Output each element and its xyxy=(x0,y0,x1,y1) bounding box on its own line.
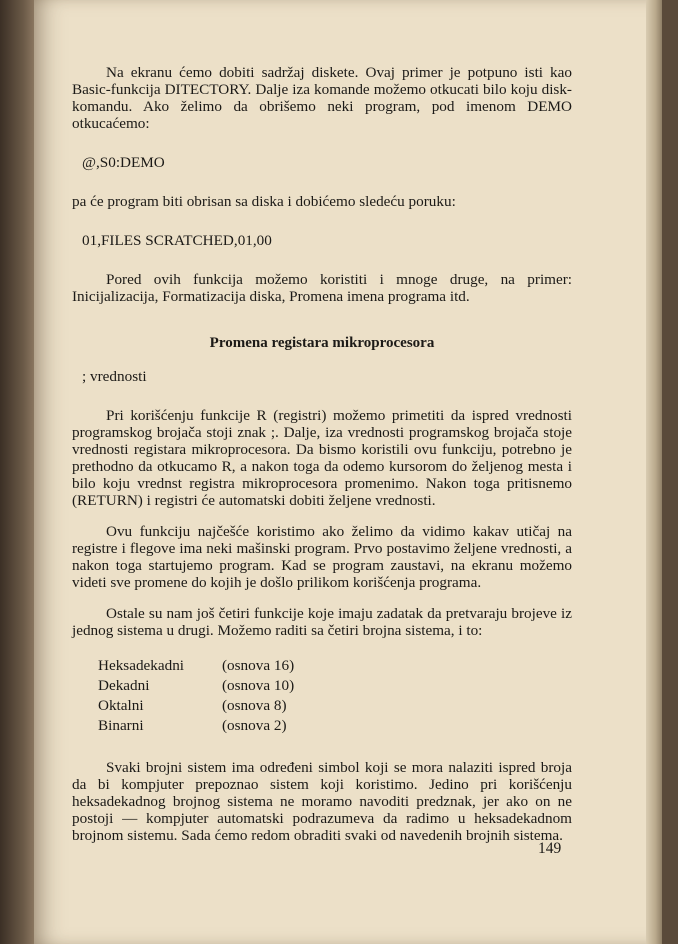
table-row xyxy=(98,657,294,677)
paragraph-registers: Pri korišćenju funkcije R (registri) možemo primetiti da ispred vrednosti programskog brojača stoji znak ;. Dalje, iza vrednosti programskog brojača stoje vrednosti registara mikroprocesora. Da bismo koristili ovu funkciju, potrebno je prethodno da otkucamo R, a nakon toga da odemo kursorom do željenog mesta i bilo koju vrednst registra mikroprocesora promenimo. Nakon toga pritisnemo (RETURN) i registri će automatski dobiti željene vrednosti. xyxy=(72,407,572,509)
paragraph-directory: Na ekranu ćemo dobiti sadržaj diskete. Ovaj primer je potpuno isti kao Basic-funkcija DITECTORY. Dalje iza komande možemo otkucati bilo koju disk-komandu. Ako želimo da obrišemo neki program, pod imenom DEMO otkucaćemo: xyxy=(72,64,572,132)
section-subheading: ; vrednosti xyxy=(82,368,147,385)
section-heading: Promena registara mikroprocesora xyxy=(209,335,435,351)
system-base: (osnova 8) xyxy=(222,697,287,714)
paragraph-flags: Ovu funkciju najčešće koristimo ako želimo da vidimo kakav utičaj na registre i flegove ima neki mašinski program. Prvo postavimo željene vrednosti, a nakon toga startujemo program. Kad se program zaustavi, na ekranu možemo videti sve promene do kojih je došlo prilikom korišćenja programa. xyxy=(72,523,572,591)
system-name: Dekadni xyxy=(98,677,150,694)
paragraph-deleted: pa će program biti obrisan sa diska i dobićemo sledeću poruku: xyxy=(72,193,456,210)
system-base: (osnova 16) xyxy=(222,657,295,674)
paragraph-symbols: Svaki brojni sistem ima određeni simbol koji se mora nalaziti ispred broja da bi kompjuter prepoznao sistem koji koristimo. Jedino pri korišćenju heksadekadnog brojnog sistema ne moramo navoditi predznak, jer ako on ne postoji — kompjuter automatski podrazumeva da radimo u heksadekadnom brojnom sistemu. Sada ćemo redom obraditi svaki od navedenih brojnih sistema. xyxy=(72,759,572,844)
table-row xyxy=(98,677,294,697)
system-base: (osnova 10) xyxy=(222,677,295,694)
number-systems-table xyxy=(98,657,294,737)
system-name: Oktalni xyxy=(98,697,144,714)
book-gutter xyxy=(0,0,34,944)
system-base: (osnova 2) xyxy=(222,717,287,734)
code-line-delete: @,S0:DEMO xyxy=(82,154,165,171)
paragraph-number-systems: Ostale su nam još četiri funkcije koje imaju zadatak da pretvaraju brojeve iz jednog sistema u drugi. Možemo raditi sa četiri brojna sistema, i to: xyxy=(72,605,572,639)
system-name: Heksadekadni xyxy=(98,657,185,674)
page-edge xyxy=(646,0,662,944)
page-number: 149 xyxy=(538,840,562,857)
table-row xyxy=(98,697,294,717)
page-content xyxy=(72,64,572,844)
table-row xyxy=(98,717,294,737)
code-line-scratched: 01,FILES SCRATCHED,01,00 xyxy=(82,232,272,249)
paragraph-other-functions: Pored ovih funkcija možemo koristiti i mnoge druge, na primer: Inicijalizacija, Formatizacija diska, Promena imena programa itd. xyxy=(72,271,572,305)
system-name: Binarni xyxy=(98,717,144,734)
